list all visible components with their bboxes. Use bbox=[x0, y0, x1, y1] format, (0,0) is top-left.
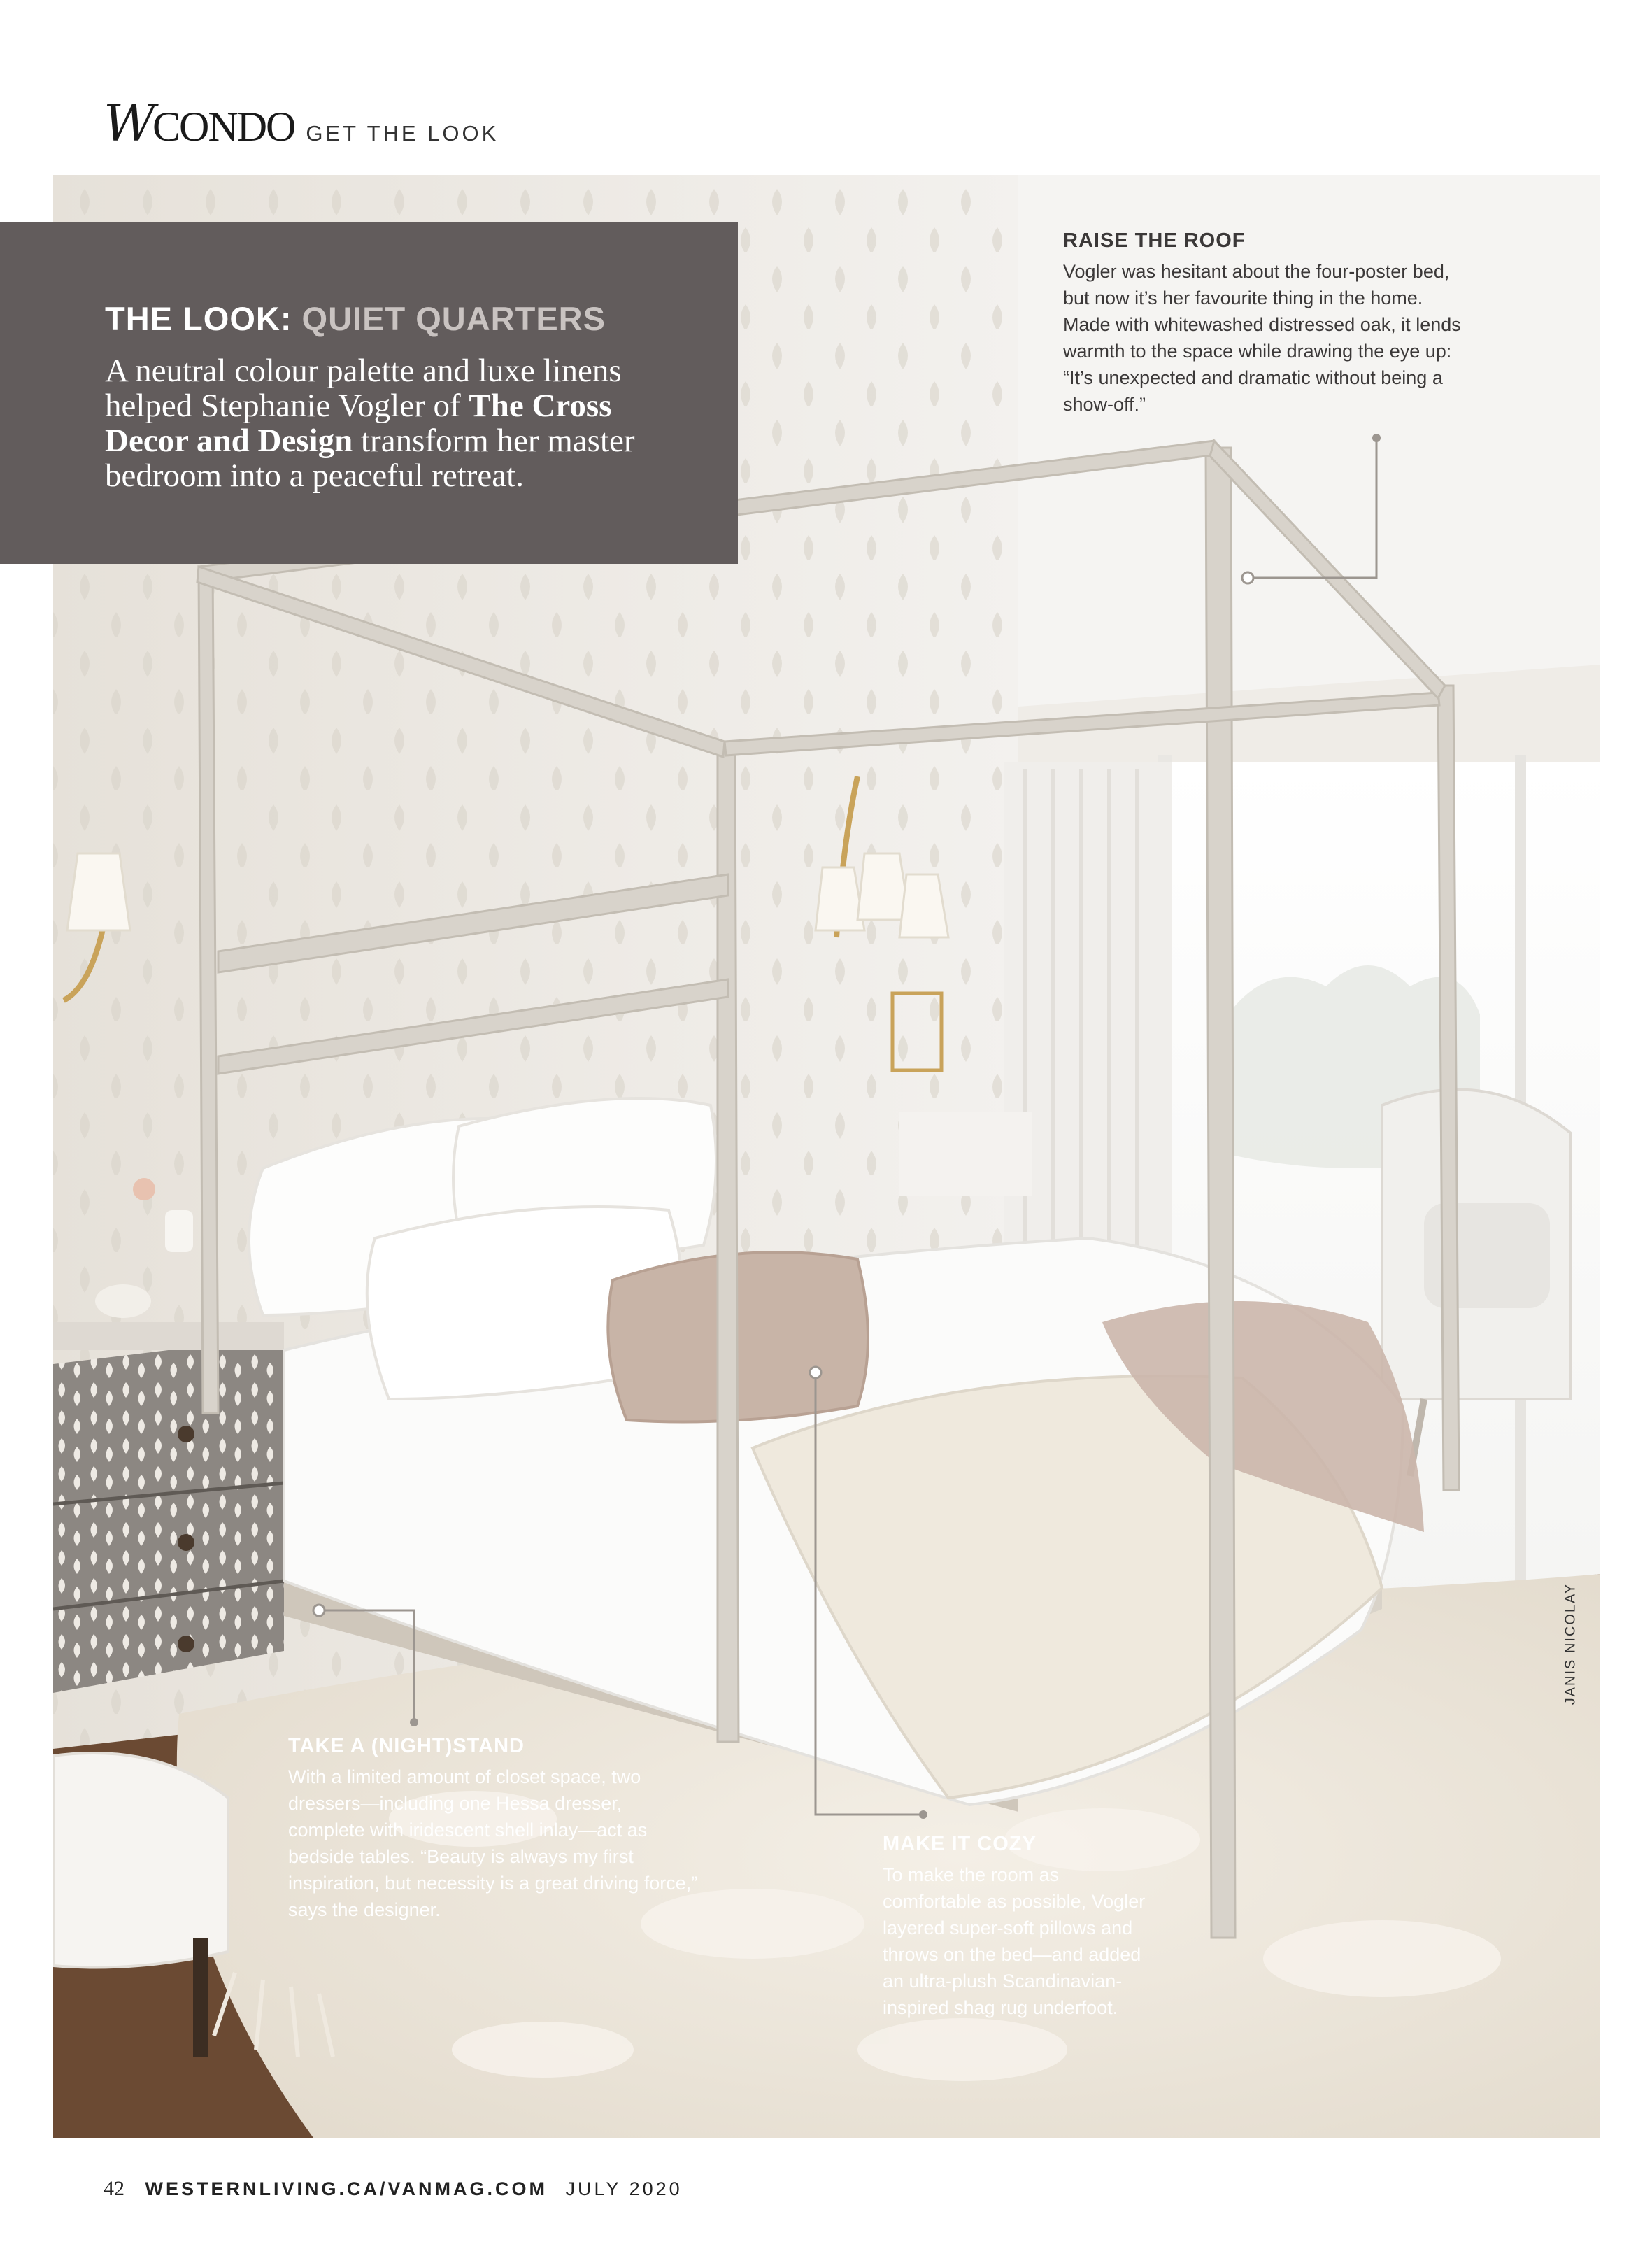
callout-body: With a limited amount of closet space, two dressers—including one Hessa dresser, complete with iridescent shell inlay—act as bedside tables. “Beauty is always my first inspiration, but necessity is a great driving force,” says the designer. bbox=[288, 1766, 698, 1920]
photo-credit bbox=[1557, 1553, 1585, 1735]
callout-heading: RAISE THE ROOF bbox=[1063, 229, 1246, 252]
logo-w: W bbox=[104, 94, 152, 152]
callout-heading: MAKE IT COZY bbox=[883, 1833, 1037, 1855]
logo-condo: CONDO bbox=[152, 104, 295, 150]
deck-company: The Cross Decor and Design bbox=[105, 388, 612, 459]
photo-credit-text: JANIS NICOLAY bbox=[1562, 1582, 1579, 1705]
footer-issue-date: JULY 2020 bbox=[565, 2178, 683, 2199]
title-box bbox=[0, 222, 738, 564]
callout-nightstand bbox=[288, 1735, 701, 1923]
title-lead: THE LOOK: bbox=[105, 300, 292, 337]
callout-make-it-cozy bbox=[883, 1833, 1162, 2021]
page-number: 42 bbox=[104, 2177, 124, 2200]
footer-website: WESTERNLIVING.CA/VANMAG.COM bbox=[145, 2178, 548, 2199]
section-label: GET THE LOOK bbox=[306, 121, 499, 146]
title-accent: QUIET QUARTERS bbox=[301, 300, 606, 337]
callout-heading: TAKE A (NIGHT)STAND bbox=[288, 1735, 525, 1757]
callout-raise-the-roof bbox=[1063, 229, 1469, 418]
article-deck bbox=[105, 353, 689, 493]
article-title bbox=[105, 299, 689, 338]
callout-body: To make the room as comfortable as possible, Vogler layered super-soft pillows and throws on the bed—and added an ultra-plush Scandinavian-inspired shag rug underfoot. bbox=[883, 1864, 1146, 2018]
page-footer bbox=[104, 2177, 683, 2201]
callout-body: Vogler was hesitant about the four-poster bed, but now it’s her favourite thing in the home. Made with whitewashed distressed oak, it lends warmth to the space while drawing the eye up: “It’s unexpected and dramatic without being a show-off.” bbox=[1063, 261, 1461, 415]
deck-text-post: transform her master bedroom into a peaceful retreat. bbox=[105, 423, 635, 494]
deck-text-pre: A neutral colour palette and luxe linens helped Stephanie Vogler of bbox=[105, 353, 622, 424]
magazine-header bbox=[104, 94, 499, 152]
